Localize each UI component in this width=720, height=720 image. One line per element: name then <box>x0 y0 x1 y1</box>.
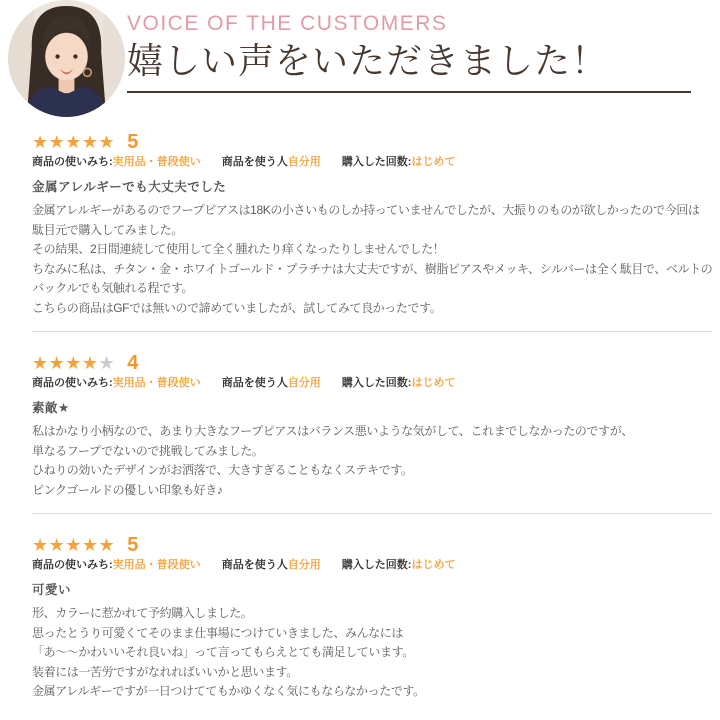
attr-user: 商品を使う人自分用 <box>221 156 321 168</box>
review-list <box>0 132 720 702</box>
review-card <box>32 132 712 318</box>
review-attributes <box>32 377 712 390</box>
review-divider <box>32 331 712 332</box>
review-body <box>32 604 712 702</box>
star-rating <box>32 353 712 373</box>
body-line: ちなみに私は、チタン・金・ホワイトゴールド・プラチナは大丈夫ですが、樹脂ピアスやメッキ、シルバーは全く駄目で、ベルトの <box>32 261 713 276</box>
header-title-block <box>127 0 691 93</box>
body-line: ピンクゴールドの優しい印象も好き♪ <box>32 482 223 497</box>
review-title: 素敵★ <box>32 401 70 415</box>
attr-usage: 商品の使いみち:実用品・普段使い <box>32 156 201 168</box>
body-line: 思ったとうり可愛くてそのまま仕事場につけていきました、みんなには <box>32 625 403 640</box>
review-body <box>32 201 712 318</box>
attr-purchase-count: 購入した回数:はじめて <box>341 156 456 168</box>
body-line: その結果、2日間連続して使用して全く腫れたり痒くなったりしませんでした！ <box>32 242 445 256</box>
stars-icon: ★★★★★ <box>32 132 116 152</box>
review-body <box>32 422 712 500</box>
woman-portrait-icon <box>8 0 125 117</box>
stars-icon: ★★★★★ <box>32 535 116 555</box>
review-attributes <box>32 559 712 572</box>
rating-score: 5 <box>127 131 139 153</box>
review-title: 可愛い <box>32 583 72 597</box>
body-line: 装着には一苦労ですがなれればいいかと思います。 <box>32 664 298 679</box>
body-line: ひねりの効いたデザインがお洒落で、大きすぎることもなくステキです。 <box>32 463 413 477</box>
rating-score: 5 <box>127 534 139 556</box>
header <box>0 0 720 112</box>
body-line: 金属アレルギーがあるのでフープピアスは18Kの小さいものしか持っていませんでしたが、大振りのものが欲しかったので今回は <box>32 203 700 217</box>
star-rating <box>32 535 712 555</box>
review-card <box>32 535 712 702</box>
body-line: こちらの商品はGFでは無いので諦めていましたが、試してみて良かったです。 <box>32 300 442 315</box>
body-line: 駄目元で購入してみました。 <box>32 222 183 237</box>
attr-purchase-count: 購入した回数:はじめて <box>341 559 456 571</box>
review-title: 金属アレルギーでも大丈夫でした <box>32 180 227 194</box>
attr-user: 商品を使う人自分用 <box>221 559 321 571</box>
page-title: 嬉しい声をいただきました！ <box>127 41 609 81</box>
customer-photo <box>8 0 125 117</box>
attr-user: 商品を使う人自分用 <box>221 377 321 389</box>
body-line: 金属アレルギーですが一日つけててもかゆくなく気にもならなかったです。 <box>32 684 425 698</box>
star-rating <box>32 132 712 152</box>
review-divider <box>32 513 712 514</box>
stars-icon: ★★★★★ <box>32 353 116 373</box>
body-line: 「あ～～かわいいそれ良いね」って言ってもらえとても満足しています。 <box>32 645 414 659</box>
header-eyebrow: VOICE OF THE CUSTOMERS <box>127 12 448 35</box>
body-line: 単なるフープでないので挑戦してみました。 <box>32 443 264 458</box>
review-attributes <box>32 156 712 169</box>
body-line: 私はかなり小柄なので、あまり大きなフープピアスはバランス悪いような気がして、これまでしなかったのですが、 <box>32 424 633 438</box>
attr-usage: 商品の使いみち:実用品・普段使い <box>32 377 201 389</box>
attr-purchase-count: 購入した回数:はじめて <box>341 377 456 389</box>
rating-score: 4 <box>127 352 139 374</box>
body-line: バックルでも気触れる程です。 <box>32 281 194 295</box>
body-line: 形、カラーに惹かれて予約購入しました。 <box>32 606 253 620</box>
empty-star-icon: ★ <box>98 353 116 373</box>
review-card <box>32 353 712 500</box>
attr-usage: 商品の使いみち:実用品・普段使い <box>32 559 201 571</box>
